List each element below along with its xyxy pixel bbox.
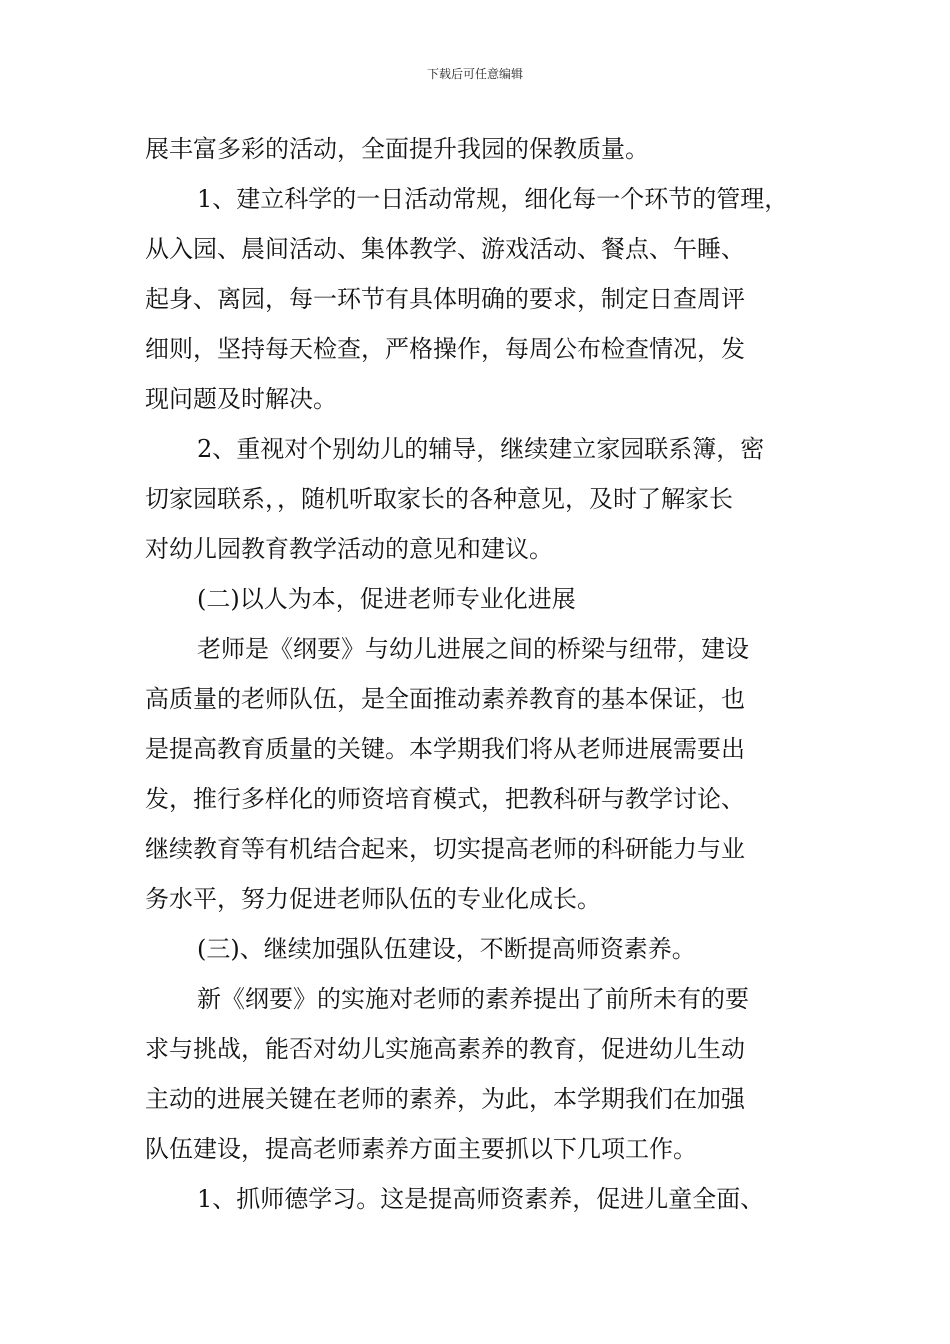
text-line: 切家园联系，，随机听取家长的各种意见，及时了解家长 — [145, 485, 733, 513]
text-line: 求与挑战，能否对幼儿实施高素养的教育，促进幼儿生动 — [145, 1035, 745, 1063]
text-line: 队伍建设，提高老师素养方面主要抓以下几项工作。 — [145, 1135, 697, 1163]
text-line: 1、抓师德学习。这是提高师资素养，促进儿童全面、 — [197, 1185, 765, 1213]
section-heading: (二)以人为本，促进老师专业化进展 — [197, 585, 576, 613]
text-line: 对幼儿园教育教学活动的意见和建议。 — [145, 535, 553, 563]
document-body — [145, 124, 815, 1224]
text-line: 新《纲要》的实施对老师的素养提出了前所未有的要 — [197, 985, 749, 1013]
text-line: 从入园、晨间活动、集体教学、游戏活动、餐点、午睡、 — [145, 235, 745, 263]
text-line: 现问题及时解决。 — [145, 385, 337, 413]
text-line: 继续教育等有机结合起来，切实提高老师的科研能力与业 — [145, 835, 745, 863]
text-line: 是提高教育质量的关键。本学期我们将从老师进展需要出 — [145, 735, 745, 763]
text-line: 起身、离园，每一环节有具体明确的要求，制定日查周评 — [145, 285, 745, 313]
text-line: 1、建立科学的一日活动常规，细化每一个环节的管理， — [197, 185, 789, 213]
text-line: 发，推行多样化的师资培育模式，把教科研与教学讨论、 — [145, 785, 745, 813]
text-line: 老师是《纲要》与幼儿进展之间的桥梁与纽带，建设 — [197, 635, 749, 663]
text-line: 主动的进展关键在老师的素养，为此，本学期我们在加强 — [145, 1085, 745, 1113]
page-header-note: 下载后可任意编辑 — [426, 67, 523, 81]
text-line: 2、重视对个别幼儿的辅导，继续建立家园联系簿，密 — [197, 435, 765, 463]
section-heading: (三)、继续加强队伍建设，不断提高师资素养。 — [197, 935, 696, 963]
text-line: 务水平，努力促进老师队伍的专业化成长。 — [145, 885, 601, 913]
text-line: 细则，坚持每天检查，严格操作，每周公布检查情况，发 — [145, 335, 745, 363]
text-line: 展丰富多彩的活动，全面提升我园的保教质量。 — [145, 135, 649, 163]
text-line: 高质量的老师队伍，是全面推动素养教育的基本保证，也 — [145, 685, 745, 713]
